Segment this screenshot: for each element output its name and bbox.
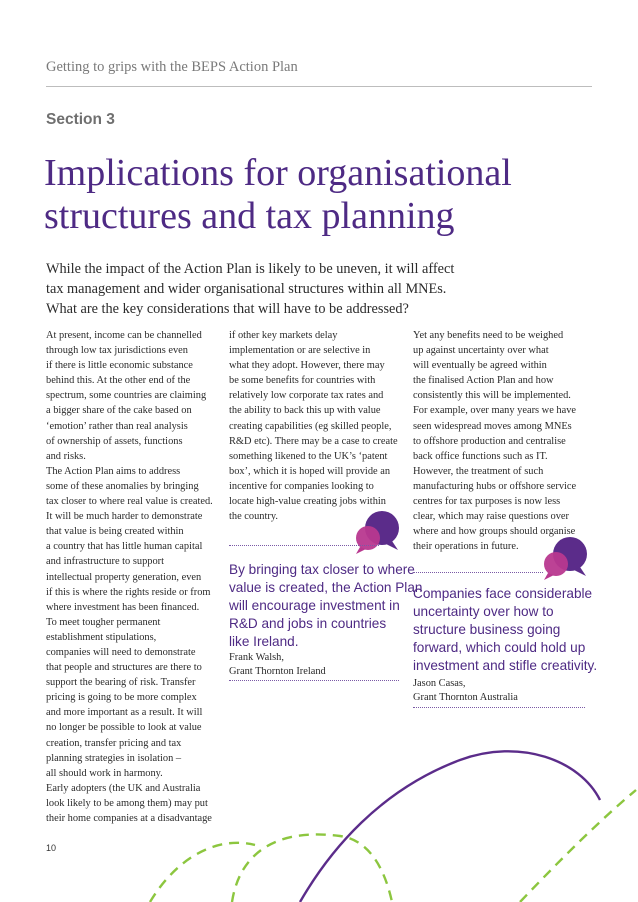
text-line: tax closer to where real value is created. xyxy=(46,496,213,508)
text-line: box’, which it is hoped will provide an xyxy=(229,465,391,477)
text-line: R&D etc). There may be a case to create xyxy=(229,435,398,447)
text-line: relatively low corporate tax rates and xyxy=(229,390,384,402)
text-line: of ownership of assets, functions xyxy=(46,435,183,447)
text-line: pricing is going to be more complex xyxy=(46,692,197,704)
text-line: the country. xyxy=(229,511,278,523)
text-line: where and how groups should organise xyxy=(413,526,576,538)
intro-line: While the impact of the Action Plan is likely to be uneven, it will affect xyxy=(46,261,455,277)
text-line: and risks. xyxy=(46,450,86,462)
text-line: the ability to back this up with value xyxy=(229,405,381,417)
text-line: and infrastructure to support xyxy=(46,556,165,568)
text-line: The Action Plan aims to address xyxy=(46,465,181,477)
text-line: seen widespread moves among MNEs xyxy=(413,420,572,432)
running-head: Getting to grips with the BEPS Action Plan xyxy=(46,59,298,75)
section-label: Section 3 xyxy=(46,111,115,128)
text-line: creation, transfer pricing and tax xyxy=(46,737,182,749)
text-line: will eventually be agreed within xyxy=(413,360,547,372)
text-line: incentive for companies looking to xyxy=(229,480,374,492)
text-line: behind this. At the other end of the xyxy=(46,375,191,387)
title-line: structures and tax planning xyxy=(44,195,455,237)
text-line: their home companies at a disadvantage xyxy=(46,813,212,824)
attribution-name: Frank Walsh, xyxy=(229,652,284,663)
text-line: manufacturing hubs or offshore service xyxy=(413,480,577,492)
text-line: to offshore production and centralise xyxy=(413,435,566,447)
quote-line: value is created, the Action Plan xyxy=(229,580,423,595)
text-line: up against uncertainty over what xyxy=(413,345,549,357)
text-line: and more important as a result. It will xyxy=(46,707,203,719)
text-line: a country that has little human capital xyxy=(46,541,203,553)
text-line: Early adopters (the UK and Australia xyxy=(46,782,201,794)
quote-line: structure business going xyxy=(413,622,561,637)
text-line: their operations in future. xyxy=(413,541,519,553)
attribution-org: Grant Thornton Ireland xyxy=(229,666,326,677)
attribution-org: Grant Thornton Australia xyxy=(413,692,518,703)
text-line: where investment has been financed. xyxy=(46,601,200,613)
quote-line: forward, which could hold up xyxy=(413,640,586,655)
text-line: clear, which may raise questions over xyxy=(413,511,569,523)
intro-line: What are the key considerations that will have to be addressed? xyxy=(46,301,409,317)
text-line: all should work in harmony. xyxy=(46,767,163,779)
text-line: locate high-value creating jobs within xyxy=(229,496,386,508)
attribution-name: Jason Casas, xyxy=(413,678,466,689)
text-line: To meet tougher permanent xyxy=(46,616,161,628)
text-line: intellectual property generation, even xyxy=(46,571,202,583)
text-line: At present, income can be channelled xyxy=(46,330,202,341)
text-line: if there is little economic substance xyxy=(46,360,193,372)
text-line: something likened to the UK’s ‘patent xyxy=(229,450,388,462)
text-line: if this is where the rights reside or from xyxy=(46,586,211,598)
text-line: consistently this will be implemented. xyxy=(413,390,571,402)
text-line: For example, over many years we have xyxy=(413,405,577,417)
text-line: companies will need to demonstrate xyxy=(46,646,196,658)
text-line: some of these anomalies by bringing xyxy=(46,480,199,492)
text-line: the finalised Action Plan and how xyxy=(413,375,554,387)
page-number: 10 xyxy=(46,843,57,853)
quote-line: By bringing tax closer to where xyxy=(229,562,415,577)
text-line: planning strategies in isolation – xyxy=(46,752,182,764)
title-line: Implications for organisational xyxy=(44,152,512,194)
text-line: be some benefits for countries with xyxy=(229,375,376,387)
text-line: creating capabilities (eg skilled people, xyxy=(229,420,392,432)
quote-line: investment and stifle creativity. xyxy=(413,658,598,673)
text-line: support the bearing of risk. Transfer xyxy=(46,677,196,689)
text-line: a bigger share of the cake based on xyxy=(46,405,192,417)
text-line: what they adopt. However, there may xyxy=(229,360,385,372)
text-line: ‘emotion’ rather than real analysis xyxy=(46,420,188,432)
text-line: that value is being created within xyxy=(46,526,184,538)
quote-line: R&D and jobs in countries xyxy=(229,616,387,631)
quote-line: like Ireland. xyxy=(229,634,299,649)
quote-line: Companies face considerable xyxy=(413,586,593,601)
quote-line: uncertainty over how to xyxy=(413,604,554,619)
text-line: that people and structures are there to xyxy=(46,662,202,674)
text-line: back office functions such as IT. xyxy=(413,450,548,462)
quote-line: will encourage investment in xyxy=(229,598,400,613)
text-line: It will be much harder to demonstrate xyxy=(46,511,203,523)
text-line: Yet any benefits need to be weighed xyxy=(413,330,564,341)
text-line: implementation or are selective in xyxy=(229,345,371,357)
text-line: look likely to be among them) may put xyxy=(46,797,208,809)
text-line: establishment stipulations, xyxy=(46,631,157,643)
text-line: However, the treatment of such xyxy=(413,465,544,477)
text-line: no longer be possible to look at value xyxy=(46,722,202,734)
intro-line: tax management and wider organisational structures within all MNEs. xyxy=(46,281,447,297)
text-line: through low tax jurisdictions even xyxy=(46,345,188,357)
text-line: centres for tax purposes is now less xyxy=(413,496,561,508)
text-line: spectrum, some countries are claiming xyxy=(46,390,207,402)
text-line: if other key markets delay xyxy=(229,330,338,341)
